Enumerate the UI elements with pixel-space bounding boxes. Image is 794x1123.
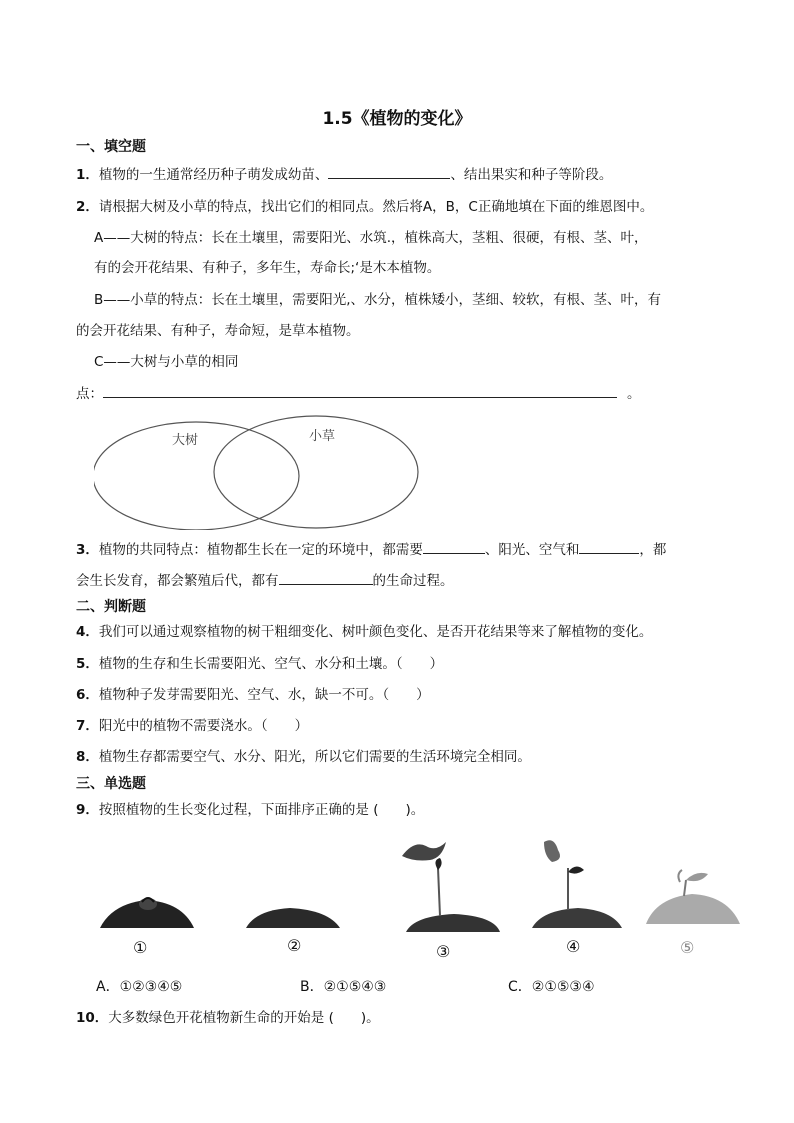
question-7 — [76, 716, 308, 736]
question-text: 大多数绿色开花植物新生命的开始是 ( )。 — [108, 1010, 380, 1026]
answer-blank[interactable] — [103, 383, 617, 398]
stage-5-label: ⑤ — [680, 938, 695, 957]
question-1 — [76, 164, 612, 185]
question-text: 植物的共同特点：植物都生长在一定的环境中，都需要 — [98, 542, 423, 558]
question-2 — [76, 197, 653, 217]
option-c[interactable]: C．②①⑤③④ — [508, 979, 595, 995]
question-text: 我们可以通过观察植物的树干粗细变化、树叶颜色变化、是否开花结果等来了解植物的变化。 — [98, 624, 653, 640]
venn-diagram — [94, 412, 424, 530]
question-number: 6． — [76, 687, 99, 703]
answer-blank[interactable] — [579, 539, 639, 554]
question-10 — [76, 1008, 380, 1028]
answer-blank[interactable] — [423, 539, 485, 554]
stage-3-image — [402, 842, 500, 932]
question-text: 、阳光、空气和 — [484, 542, 580, 558]
question-text: 按照植物的生长变化过程，下面排序正确的是 ( )。 — [98, 802, 425, 818]
stage-4-image — [532, 840, 622, 928]
question-number: 8． — [76, 749, 99, 765]
stage-1-image — [100, 898, 194, 928]
stage-1-label: ① — [133, 938, 148, 957]
question-3 — [76, 539, 666, 560]
question-number: 7． — [76, 718, 99, 734]
grass-traits-line-1: B——小草的特点：长在土壤里，需要阳光,、水分，植株矮小，茎细、较软，有根、茎、叶，有 — [94, 292, 662, 308]
growth-stages-figure — [96, 830, 746, 940]
question-text: ，都 — [639, 542, 667, 558]
common-traits-line-2 — [76, 383, 641, 404]
venn-label-tree: 大树 — [172, 433, 199, 448]
stage-5-image — [646, 870, 740, 924]
question-number: 3． — [76, 542, 99, 558]
question-4 — [76, 622, 652, 642]
section-single-choice: 三、单选题 — [76, 776, 146, 792]
stage-4-label: ④ — [566, 937, 581, 956]
stage-2-image — [246, 908, 340, 928]
question-text: 会生长发育，都会繁殖后代，都有 — [76, 573, 279, 589]
section-true-false: 二、判断题 — [76, 599, 146, 615]
stage-3-label: ③ — [436, 942, 451, 961]
question-text: 、结出果实和种子等阶段。 — [450, 167, 613, 183]
question-text: 植物生存都需要空气、水分、阳光，所以它们需要的生活环境完全相同。 — [98, 749, 531, 765]
stage-2-label: ② — [287, 936, 302, 955]
section-fill-blank: 一、填空题 — [76, 139, 146, 155]
option-b[interactable]: B．②①⑤④③ — [300, 979, 387, 995]
answer-blank[interactable] — [328, 164, 450, 179]
option-a[interactable]: A．①②③④⑤ — [96, 979, 183, 995]
question-number: 2． — [76, 199, 99, 215]
question-6 — [76, 685, 430, 705]
common-traits-line-1: C——大树与小草的相同 — [94, 354, 239, 370]
question-text: 植物的一生通常经历种子萌发成幼苗、 — [98, 167, 329, 183]
question-3-cont — [76, 570, 454, 591]
tree-traits-line-2: 有的会开花结果、有种子，多年生，寿命长;‘是木本植物。 — [94, 260, 441, 276]
grass-traits-line-2: 的会开花结果、有种子，寿命短，是草本植物。 — [76, 323, 360, 339]
question-number: 9． — [76, 802, 99, 818]
page-title: 1.5《植物的变化》 — [322, 109, 472, 129]
question-text: 植物的生存和生长需要阳光、空气、水分和土壤。（ ） — [98, 656, 444, 672]
question-text: 的生命过程。 — [372, 573, 454, 589]
question-number: 4． — [76, 624, 99, 640]
question-number: 10． — [76, 1010, 109, 1026]
question-number: 5． — [76, 656, 99, 672]
question-text: 。 — [627, 386, 641, 402]
question-text: 植物种子发芽需要阳光、空气、水，缺一不可。（ ） — [98, 687, 430, 703]
question-9 — [76, 800, 424, 820]
question-text: 阳光中的植物不需要浇水。（ ） — [98, 718, 309, 734]
tree-traits-line-1: A——大树的特点：长在土壤里，需要阳光、水筑.，植株高大，茎粗、很硬，有根、茎、叶， — [94, 230, 648, 246]
question-text: 点： — [76, 386, 103, 402]
question-number: 1． — [76, 167, 99, 183]
answer-blank[interactable] — [279, 570, 373, 585]
question-8 — [76, 747, 531, 767]
question-5 — [76, 654, 443, 674]
venn-label-grass: 小草 — [309, 429, 336, 444]
question-text: 请根据大树及小草的特点，找出它们的相同点。然后将A，B，C正确地填在下面的维恩图中。 — [98, 199, 654, 215]
